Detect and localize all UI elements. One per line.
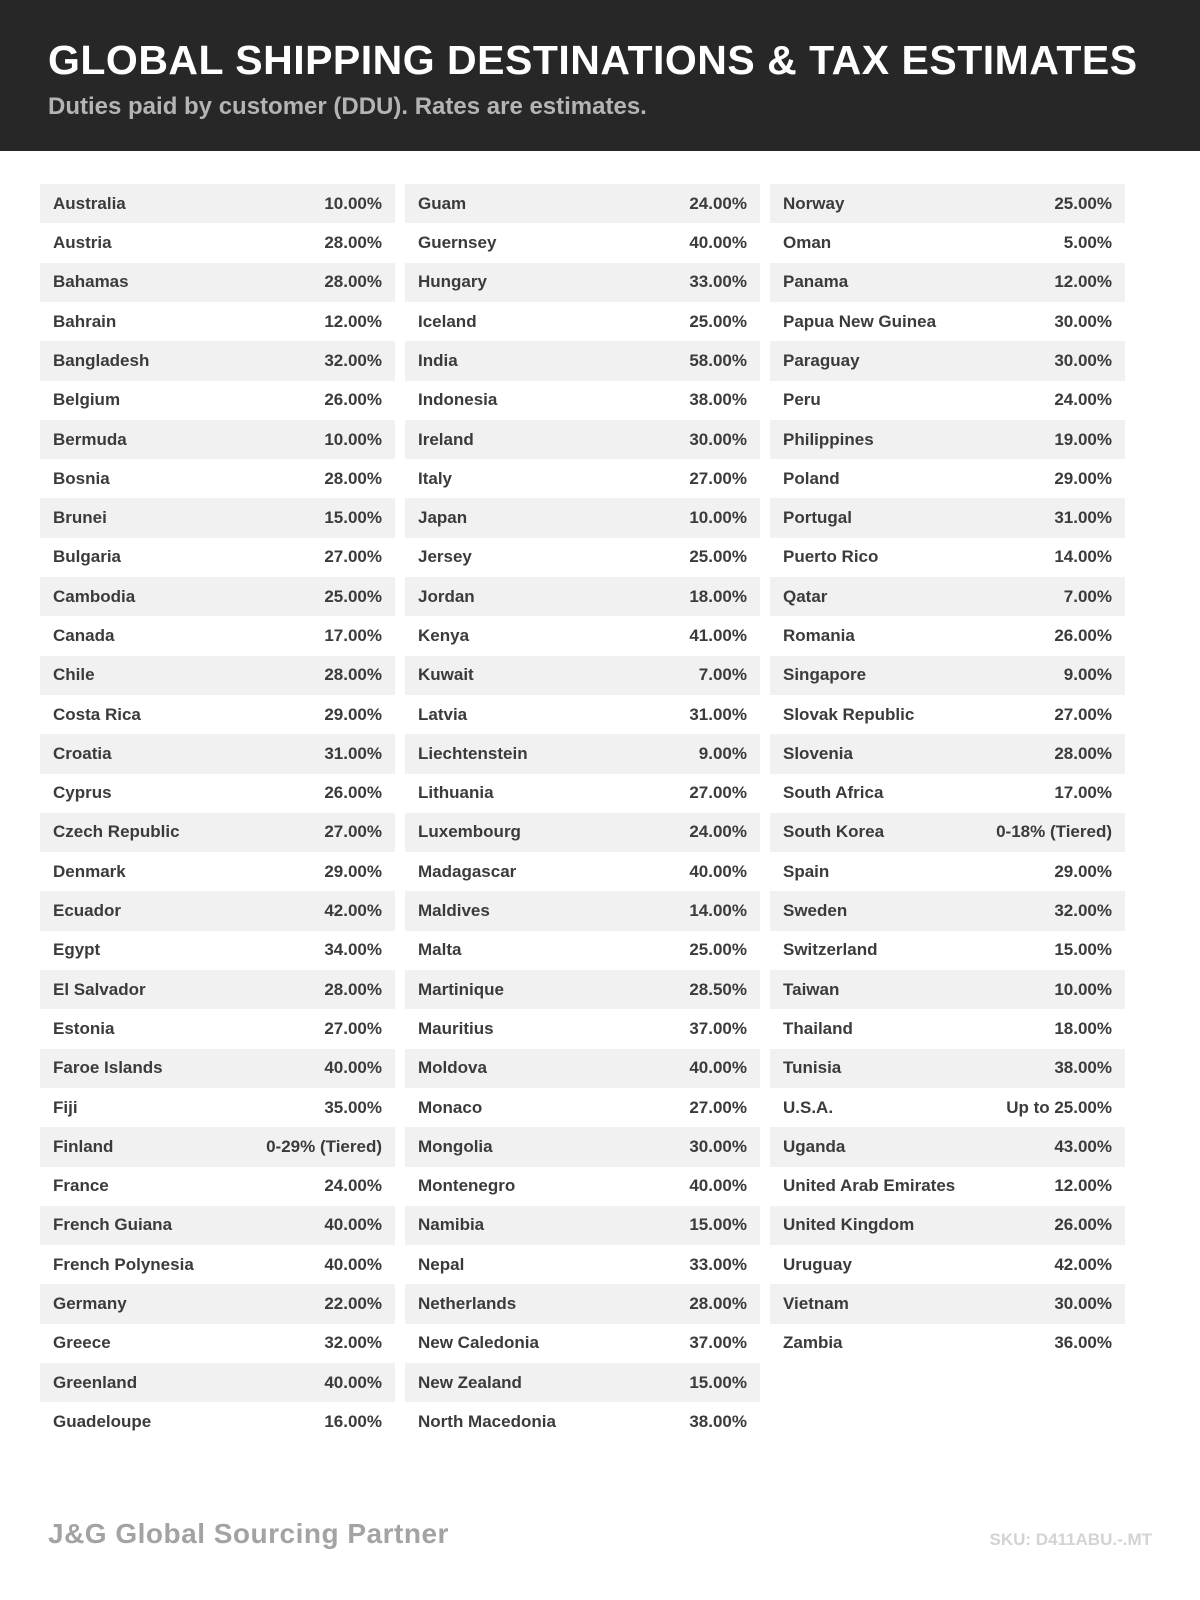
table-row (770, 577, 1125, 616)
country-name: Hungary (418, 272, 487, 292)
country-name: Luxembourg (418, 822, 521, 842)
tax-rate: 40.00% (689, 233, 747, 253)
country-name: Slovak Republic (783, 704, 915, 724)
tax-rate: 27.00% (689, 1097, 747, 1117)
table-row (770, 1009, 1125, 1048)
table-row (40, 1363, 395, 1402)
country-name: U.S.A. (783, 1097, 834, 1117)
table-row (40, 852, 395, 891)
country-name: Belgium (53, 390, 121, 410)
tax-rate: 7.00% (698, 665, 747, 685)
tax-rate: 15.00% (689, 1372, 747, 1392)
tax-rate: 24.00% (689, 193, 747, 213)
country-name: New Zealand (418, 1372, 522, 1392)
tax-rate: 27.00% (324, 547, 382, 567)
table-row (405, 1324, 760, 1363)
country-name: Montenegro (418, 1176, 516, 1196)
tax-rate: 28.00% (324, 979, 382, 999)
table-row (40, 223, 395, 262)
table-row (405, 459, 760, 498)
tax-rate: 29.00% (1054, 468, 1112, 488)
tax-rate: 36.00% (1054, 1333, 1112, 1353)
tax-rate: 43.00% (1054, 1136, 1112, 1156)
table-row (770, 263, 1125, 302)
country-name: Romania (783, 626, 855, 645)
country-name: Thailand (783, 1018, 853, 1038)
tax-rate: 31.00% (1054, 508, 1112, 528)
country-name: New Caledonia (418, 1333, 539, 1353)
tax-rate: 38.00% (689, 1411, 747, 1431)
country-name: Canada (53, 626, 115, 645)
country-name: Jordan (418, 586, 475, 606)
table-row (405, 1402, 760, 1441)
table-row (40, 695, 395, 734)
country-name: Iceland (418, 311, 477, 331)
country-name: Paraguay (783, 350, 860, 370)
table-row (770, 734, 1125, 773)
tax-rate: 42.00% (1054, 1254, 1112, 1274)
country-name: Australia (53, 193, 126, 213)
country-name: Papua New Guinea (783, 311, 937, 331)
country-name: Greece (53, 1333, 111, 1353)
table-row (405, 420, 760, 459)
country-name: Singapore (783, 665, 867, 685)
country-name: French Polynesia (53, 1254, 194, 1274)
tax-rate: 40.00% (324, 1372, 382, 1392)
tax-rate: 12.00% (324, 311, 382, 331)
tax-rate: 33.00% (689, 272, 747, 292)
table-row (40, 931, 395, 970)
tax-rate: Up to 25.00% (1006, 1097, 1112, 1117)
tax-rate: 5.00% (1063, 233, 1112, 253)
table-row (770, 381, 1125, 420)
tax-rate: 38.00% (689, 390, 747, 410)
tax-rate: 28.00% (689, 1294, 747, 1314)
tax-rate: 24.00% (324, 1176, 382, 1196)
table-row (40, 1088, 395, 1127)
tax-rate: 32.00% (324, 1333, 382, 1353)
table-row (405, 616, 760, 655)
table-row (405, 1009, 760, 1048)
country-name: Bosnia (53, 468, 110, 488)
country-name: Mongolia (418, 1136, 493, 1156)
country-name: Bangladesh (53, 350, 150, 370)
tax-rate: 26.00% (324, 783, 382, 803)
country-name: Peru (783, 390, 821, 410)
table-row (405, 891, 760, 930)
table-row (405, 656, 760, 695)
country-name: Namibia (418, 1215, 485, 1235)
tax-rate: 32.00% (1054, 901, 1112, 921)
tax-rate: 28.00% (1054, 743, 1112, 763)
tax-rate: 24.00% (1054, 390, 1112, 410)
table-row (770, 1049, 1125, 1088)
country-name: Netherlands (418, 1294, 517, 1314)
country-name: France (53, 1176, 109, 1196)
table-row (405, 341, 760, 380)
country-name: Panama (783, 272, 849, 292)
table-row (40, 891, 395, 930)
table-row (770, 302, 1125, 341)
tax-rate-table (0, 184, 1200, 1442)
tax-rate: 34.00% (324, 940, 382, 960)
table-row (40, 656, 395, 695)
tax-rate: 15.00% (324, 508, 382, 528)
tax-rate: 15.00% (689, 1215, 747, 1235)
tax-rate: 0-18% (Tiered) (996, 822, 1112, 842)
table-row (405, 970, 760, 1009)
country-name: Qatar (783, 586, 828, 606)
table-row (405, 1049, 760, 1088)
country-name: Jersey (418, 547, 472, 567)
tax-rate: 28.00% (324, 272, 382, 292)
rate-column-1 (40, 184, 395, 1442)
tax-rate: 17.00% (324, 626, 382, 645)
table-row (40, 774, 395, 813)
country-name: Chile (53, 665, 95, 685)
tax-rate: 35.00% (324, 1097, 382, 1117)
tax-rate: 30.00% (689, 429, 747, 449)
tax-rate: 58.00% (689, 350, 747, 370)
country-name: Moldova (418, 1058, 487, 1078)
tax-rate: 28.00% (324, 665, 382, 685)
tax-rate: 41.00% (689, 626, 747, 645)
table-row (405, 852, 760, 891)
table-row (770, 538, 1125, 577)
tax-rate: 25.00% (1054, 193, 1112, 213)
table-row (770, 459, 1125, 498)
tax-rate: 26.00% (324, 390, 382, 410)
tax-rate: 16.00% (324, 1411, 382, 1431)
table-row (405, 1127, 760, 1166)
country-name: Bermuda (53, 429, 127, 449)
table-row (770, 774, 1125, 813)
table-row (405, 1363, 760, 1402)
tax-rate: 37.00% (689, 1018, 747, 1038)
table-row (770, 420, 1125, 459)
tax-rate: 28.00% (324, 233, 382, 253)
country-name: United Arab Emirates (783, 1176, 956, 1196)
tax-rate: 38.00% (1054, 1058, 1112, 1078)
tax-rate: 14.00% (689, 901, 747, 921)
country-name: Japan (418, 508, 468, 528)
tax-rate: 26.00% (1054, 626, 1112, 645)
table-row (405, 695, 760, 734)
table-row (770, 1167, 1125, 1206)
country-name: Guernsey (418, 233, 497, 253)
tax-rate: 40.00% (324, 1058, 382, 1078)
country-name: Ireland (418, 429, 474, 449)
tax-rate: 12.00% (1054, 1176, 1112, 1196)
country-name: Taiwan (783, 979, 840, 999)
table-row (770, 695, 1125, 734)
country-name: El Salvador (53, 979, 146, 999)
tax-rate: 32.00% (324, 350, 382, 370)
tax-rate: 22.00% (324, 1294, 382, 1314)
table-row (405, 498, 760, 537)
country-name: Italy (418, 468, 453, 488)
country-name: Finland (53, 1136, 114, 1156)
country-name: Vietnam (783, 1294, 849, 1314)
tax-rate: 27.00% (1054, 704, 1112, 724)
tax-rate: 0-29% (Tiered) (266, 1136, 382, 1156)
country-name: Costa Rica (53, 704, 141, 724)
table-row (770, 184, 1125, 223)
table-row (405, 223, 760, 262)
country-name: South Korea (783, 822, 885, 842)
table-row (40, 577, 395, 616)
page-subtitle: Duties paid by customer (DDU). Rates are estimates. (48, 93, 647, 121)
table-row (405, 931, 760, 970)
table-row (405, 1167, 760, 1206)
tax-rate: 18.00% (1054, 1018, 1112, 1038)
country-name: Nepal (418, 1254, 465, 1274)
tax-rate: 30.00% (1054, 311, 1112, 331)
country-name: French Guiana (53, 1215, 173, 1235)
country-name: Madagascar (418, 861, 517, 881)
country-name: Egypt (53, 940, 101, 960)
tax-rate: 10.00% (324, 429, 382, 449)
country-name: Greenland (53, 1372, 138, 1392)
country-name: Denmark (53, 861, 126, 881)
table-row (405, 577, 760, 616)
country-name: Switzerland (783, 940, 878, 960)
country-name: Faroe Islands (53, 1058, 163, 1078)
table-row (770, 931, 1125, 970)
country-name: Portugal (783, 508, 852, 528)
tax-rate: 27.00% (324, 1018, 382, 1038)
table-row (40, 1167, 395, 1206)
table-row (40, 1402, 395, 1441)
table-row (40, 184, 395, 223)
table-row (40, 1324, 395, 1363)
sku-label: SKU: D411ABU.-.MT (989, 1530, 1152, 1549)
country-name: Puerto Rico (783, 547, 879, 567)
table-row (770, 1088, 1125, 1127)
page-title: GLOBAL SHIPPING DESTINATIONS & TAX ESTIMATES (48, 37, 1138, 83)
country-name: Uganda (783, 1136, 846, 1156)
rate-column-2 (405, 184, 760, 1442)
country-name: Ecuador (53, 901, 122, 921)
table-row (405, 813, 760, 852)
table-row (770, 656, 1125, 695)
tax-rate: 14.00% (1054, 547, 1112, 567)
country-name: Martinique (418, 979, 504, 999)
table-row (40, 1206, 395, 1245)
table-row (770, 852, 1125, 891)
table-row (770, 1324, 1125, 1363)
table-row (770, 498, 1125, 537)
table-row (405, 538, 760, 577)
country-name: Cyprus (53, 783, 112, 803)
table-row (40, 341, 395, 380)
tax-rate: 30.00% (1054, 1294, 1112, 1314)
tax-rate: 37.00% (689, 1333, 747, 1353)
table-row (405, 1206, 760, 1245)
table-row (40, 1127, 395, 1166)
country-name: Czech Republic (53, 822, 180, 842)
tax-rate: 24.00% (689, 822, 747, 842)
country-name: Bulgaria (53, 547, 122, 567)
country-name: Philippines (783, 429, 874, 449)
country-name: Austria (53, 233, 112, 253)
tax-rate: 10.00% (324, 193, 382, 213)
country-name: United Kingdom (783, 1215, 915, 1235)
table-row (770, 1206, 1125, 1245)
table-row (405, 302, 760, 341)
tax-rate: 29.00% (324, 704, 382, 724)
tax-rate: 30.00% (1054, 350, 1112, 370)
table-row (770, 1245, 1125, 1284)
tax-rate: 29.00% (324, 861, 382, 881)
table-row (405, 1245, 760, 1284)
country-name: India (418, 350, 458, 370)
table-row (40, 813, 395, 852)
country-name: Guam (418, 193, 467, 213)
country-name: Tunisia (783, 1058, 842, 1078)
tax-rate: 25.00% (689, 547, 747, 567)
table-row (40, 1245, 395, 1284)
table-row (40, 616, 395, 655)
country-name: Oman (783, 233, 832, 253)
tax-rate: 40.00% (689, 861, 747, 881)
country-name: Lithuania (418, 783, 494, 803)
table-row (40, 538, 395, 577)
tax-rate: 15.00% (1054, 940, 1112, 960)
tax-rate: 27.00% (324, 822, 382, 842)
table-row (40, 970, 395, 1009)
tax-rate: 26.00% (1054, 1215, 1112, 1235)
country-name: Malta (418, 940, 462, 960)
tax-rate: 42.00% (324, 901, 382, 921)
tax-rate: 30.00% (689, 1136, 747, 1156)
tax-rate: 18.00% (689, 586, 747, 606)
country-name: Spain (783, 861, 830, 881)
table-row (40, 1049, 395, 1088)
table-row (405, 381, 760, 420)
tax-rate: 10.00% (689, 508, 747, 528)
country-name: Germany (53, 1294, 127, 1314)
country-name: Estonia (53, 1018, 115, 1038)
table-row (40, 381, 395, 420)
tax-rate: 40.00% (689, 1176, 747, 1196)
table-row (40, 263, 395, 302)
country-name: Cambodia (53, 586, 136, 606)
brand-name: J&G Global Sourcing Partner (48, 1518, 449, 1549)
table-row (770, 813, 1125, 852)
table-row (770, 1127, 1125, 1166)
country-name: Zambia (783, 1333, 843, 1353)
page-footer (0, 1518, 1200, 1600)
country-name: Kenya (418, 626, 470, 645)
tax-rate: 27.00% (689, 468, 747, 488)
table-row (770, 1284, 1125, 1323)
country-name: Kuwait (418, 665, 474, 685)
table-row (770, 341, 1125, 380)
tax-rate: 17.00% (1054, 783, 1112, 803)
tax-rate: 10.00% (1054, 979, 1112, 999)
table-row (770, 970, 1125, 1009)
tax-rate: 31.00% (324, 743, 382, 763)
table-row (40, 734, 395, 773)
rate-column-3 (770, 184, 1125, 1442)
tax-rate: 19.00% (1054, 429, 1112, 449)
country-name: Fiji (53, 1097, 78, 1117)
country-name: Croatia (53, 743, 112, 763)
tax-rate: 33.00% (689, 1254, 747, 1274)
table-row (40, 302, 395, 341)
tax-rate: 40.00% (689, 1058, 747, 1078)
tax-rate: 40.00% (324, 1215, 382, 1235)
tax-rate: 25.00% (689, 940, 747, 960)
country-name: Maldives (418, 901, 490, 921)
table-row (405, 1284, 760, 1323)
table-row (40, 498, 395, 537)
tax-rate: 7.00% (1063, 586, 1112, 606)
country-name: Indonesia (418, 390, 498, 410)
table-row (40, 1009, 395, 1048)
country-name: Brunei (53, 508, 107, 528)
table-row (405, 263, 760, 302)
table-row (770, 616, 1125, 655)
country-name: Bahamas (53, 272, 129, 292)
tax-rate: 12.00% (1054, 272, 1112, 292)
tax-rate: 25.00% (324, 586, 382, 606)
tax-rate: 28.00% (324, 468, 382, 488)
table-row (40, 459, 395, 498)
country-name: Slovenia (783, 743, 853, 763)
table-row (770, 891, 1125, 930)
tax-rate: 31.00% (689, 704, 747, 724)
tax-rate: 27.00% (689, 783, 747, 803)
country-name: North Macedonia (418, 1411, 556, 1431)
table-row (405, 734, 760, 773)
table-row (770, 223, 1125, 262)
country-name: South Africa (783, 783, 884, 803)
country-name: Bahrain (53, 311, 117, 331)
table-row (405, 1088, 760, 1127)
country-name: Latvia (418, 704, 468, 724)
table-row (405, 184, 760, 223)
country-name: Monaco (418, 1097, 483, 1117)
tax-rate: 29.00% (1054, 861, 1112, 881)
table-row (40, 1284, 395, 1323)
country-name: Guadeloupe (53, 1411, 152, 1431)
table-row (405, 774, 760, 813)
country-name: Norway (783, 193, 845, 213)
tax-rate: 9.00% (1063, 665, 1112, 685)
tax-rate: 25.00% (689, 311, 747, 331)
country-name: Mauritius (418, 1018, 494, 1038)
country-name: Poland (783, 468, 840, 488)
tax-rate: 40.00% (324, 1254, 382, 1274)
country-name: Sweden (783, 901, 848, 921)
tax-rate: 9.00% (698, 743, 747, 763)
page-header (0, 0, 1200, 151)
country-name: Uruguay (783, 1254, 852, 1274)
tax-rate: 28.50% (689, 979, 747, 999)
country-name: Liechtenstein (418, 743, 528, 763)
table-row (40, 420, 395, 459)
